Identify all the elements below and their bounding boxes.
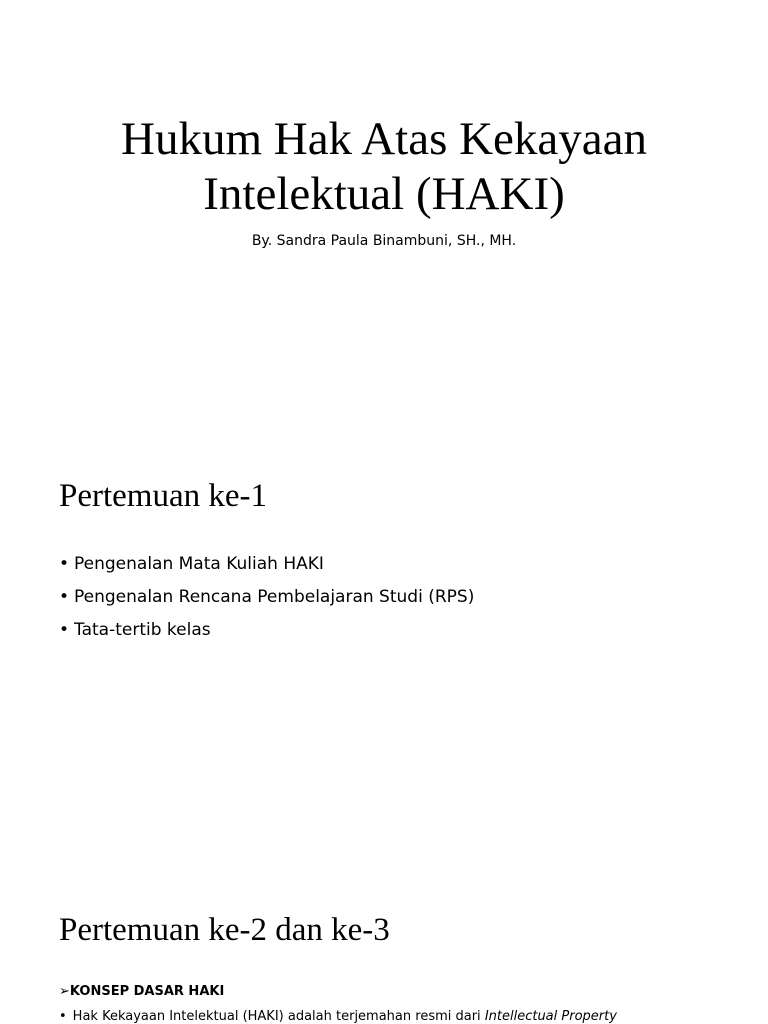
presentation-title <box>0 112 768 222</box>
arrow-bullet-icon: ➢ <box>59 984 70 999</box>
author-subtitle: By. Sandra Paula Binambuni, SH., MH. <box>251 233 517 249</box>
definition-text: Hak Kekayaan Intelektual (HAKI) adalah terjemahan resmi dari <box>72 1009 485 1024</box>
list-item <box>59 548 474 581</box>
concept-heading <box>59 983 224 1001</box>
slide-pertemuan-2-3 <box>0 864 768 1024</box>
bullet-list <box>59 548 474 647</box>
title-line-2: Intelektual (HAKI) <box>203 168 565 220</box>
title-line-1: Hukum Hak Atas Kekayaan <box>121 113 647 165</box>
concept-heading-text: KONSEP DASAR HAKI <box>69 984 225 999</box>
list-item-text: Pengenalan Mata Kuliah HAKI <box>74 554 324 574</box>
definition-italic-term: Intellectual Property <box>484 1009 617 1024</box>
bullet-icon: • <box>59 620 70 640</box>
list-item <box>59 614 474 647</box>
slide-title <box>0 0 768 432</box>
list-item-text: Tata-tertib kelas <box>74 620 211 640</box>
list-item <box>59 581 474 614</box>
bullet-icon: • <box>59 554 70 574</box>
bullet-icon: • <box>59 587 70 607</box>
list-item-text: Pengenalan Rencana Pembelajaran Studi (RPS) <box>74 587 475 607</box>
bullet-icon: • <box>59 1009 67 1024</box>
definition-bullet <box>59 1008 617 1024</box>
slide-heading: Pertemuan ke-2 dan ke-3 <box>59 912 390 948</box>
slide-pertemuan-1 <box>0 432 768 864</box>
slide-heading: Pertemuan ke-1 <box>59 478 268 514</box>
